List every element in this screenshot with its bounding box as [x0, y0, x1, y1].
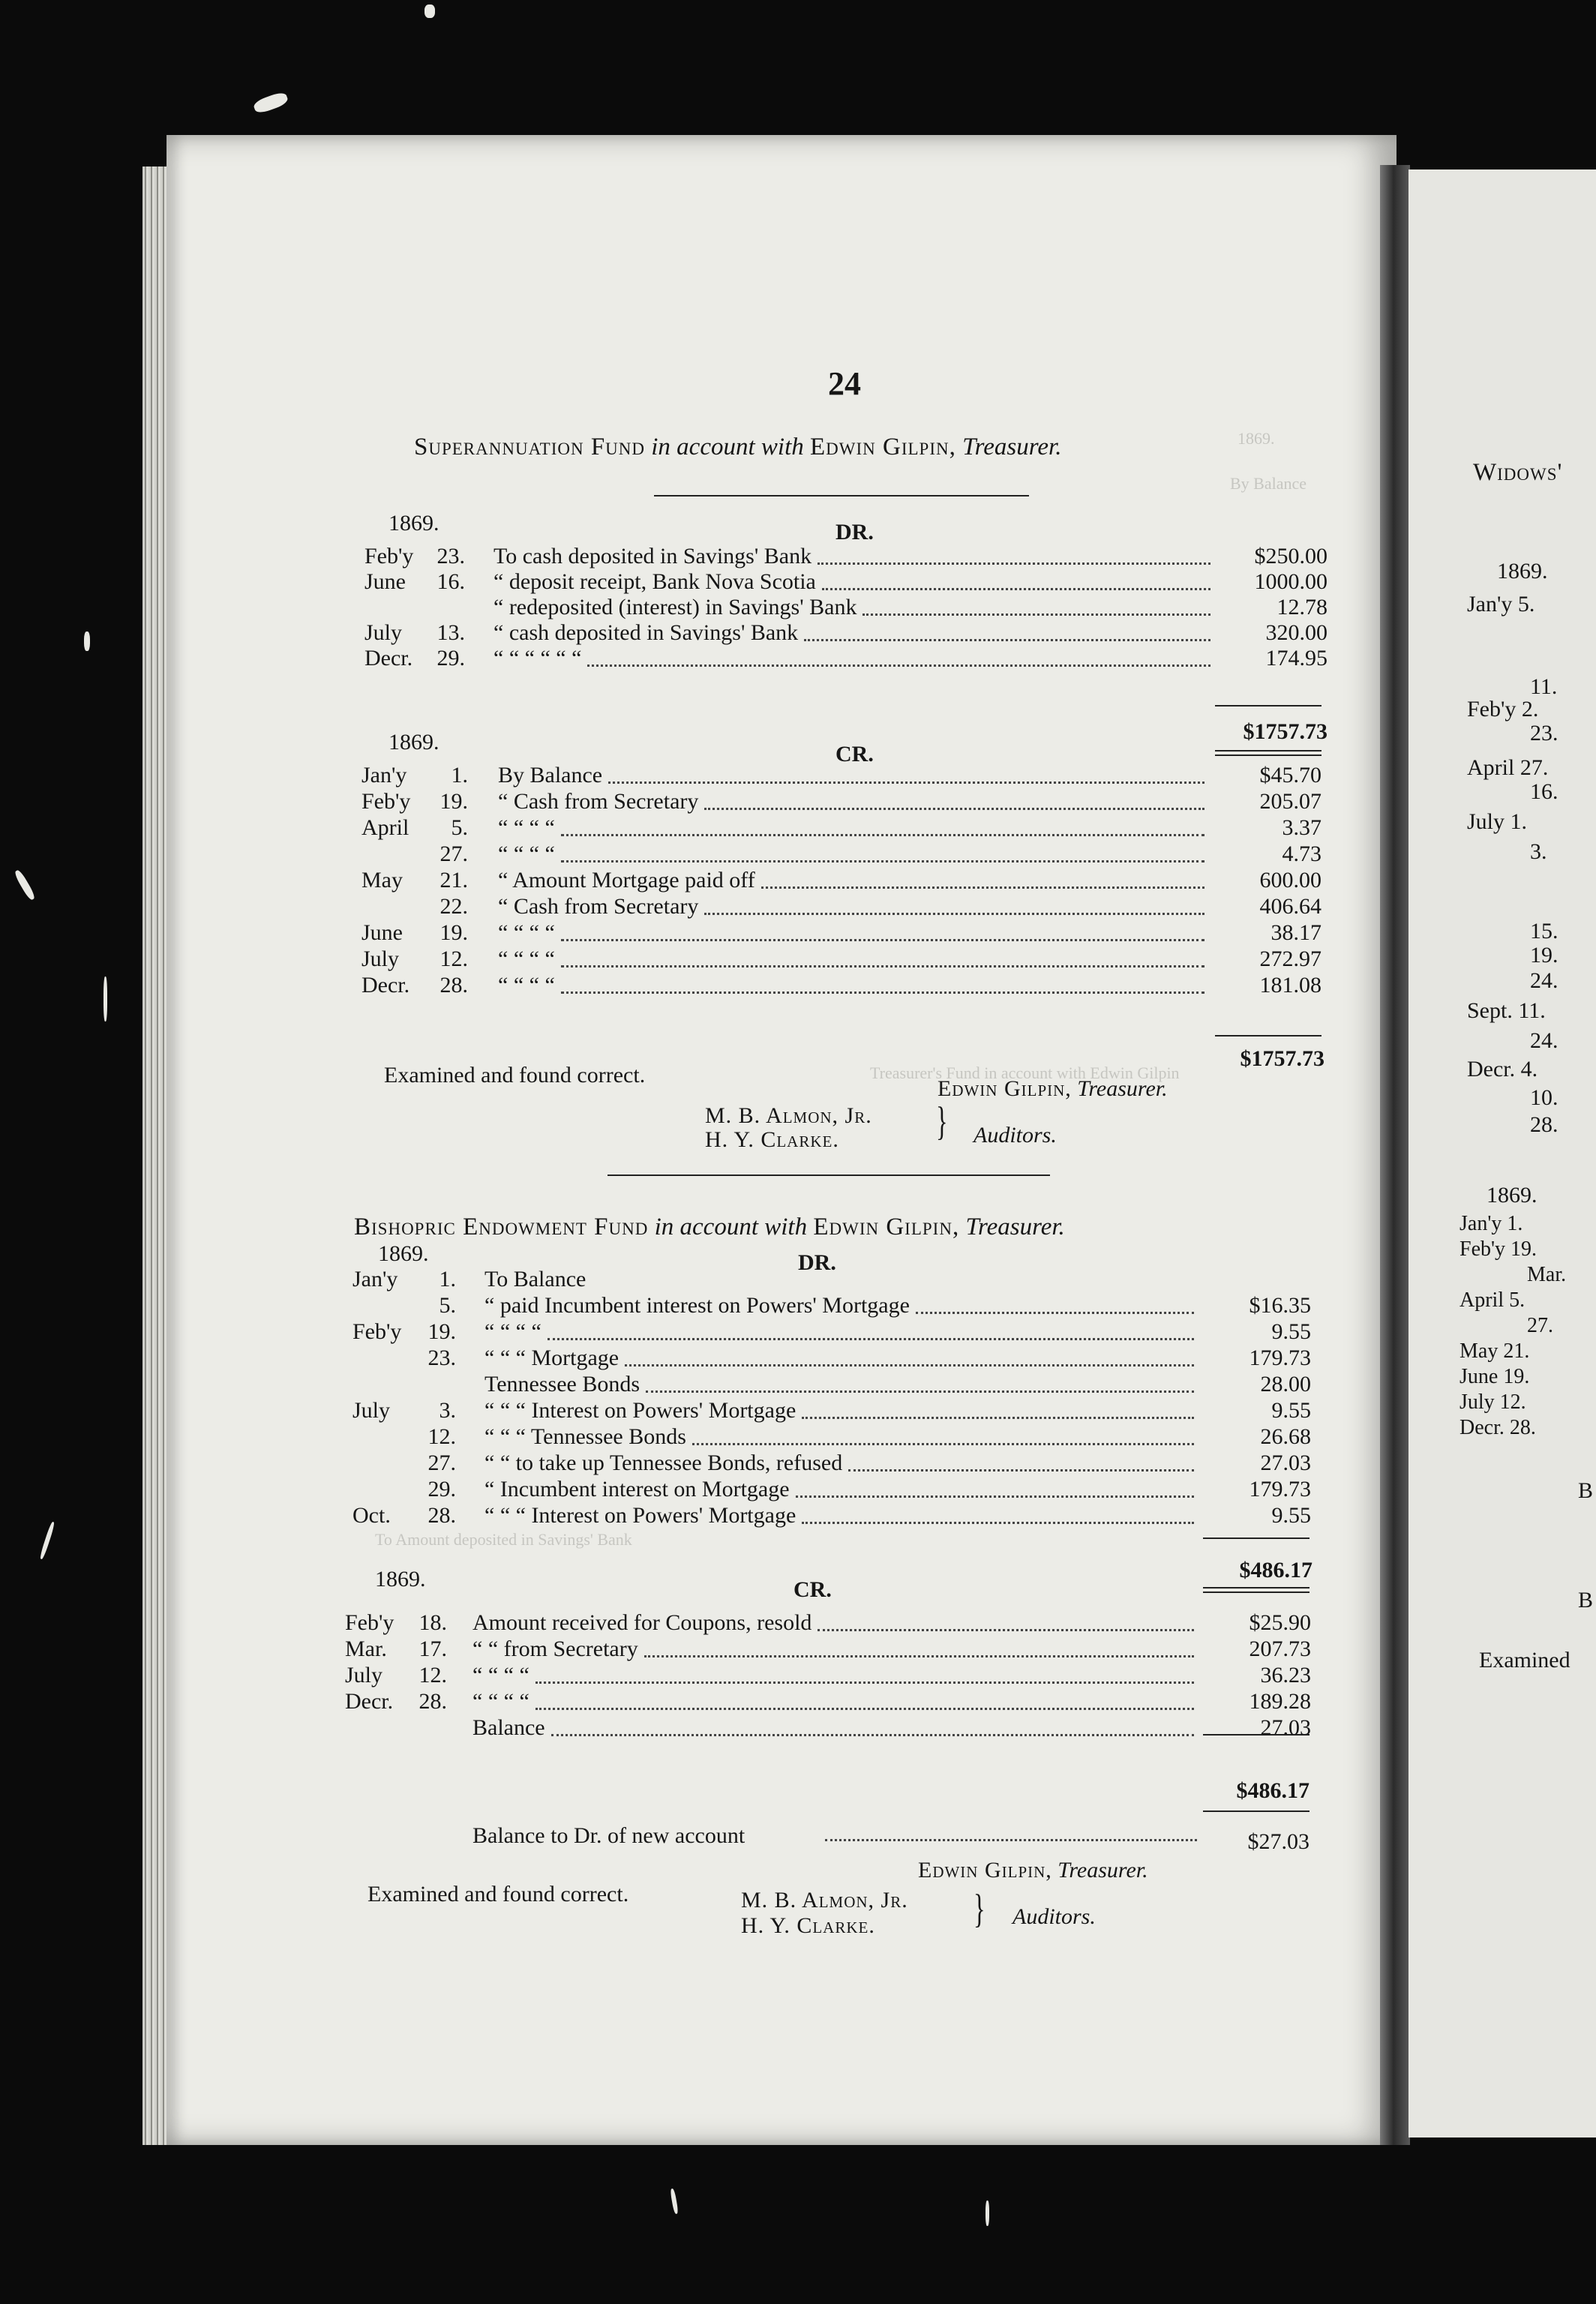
- dot-leader: [536, 1708, 1194, 1710]
- auditors-label: Auditors.: [974, 1123, 1057, 1148]
- dot-leader: [802, 1522, 1194, 1524]
- entry-description: By Balance: [498, 763, 603, 788]
- brace-symbol: }: [974, 1886, 986, 1931]
- dot-leader: [625, 1364, 1194, 1366]
- treasurer-role: Treasurer.: [1058, 1858, 1148, 1882]
- entry-amount: 174.95: [1265, 646, 1328, 670]
- entry-description: “ “ “ “: [498, 842, 555, 866]
- dot-leader: [916, 1312, 1194, 1314]
- fund-name: Superannuation Fund: [414, 434, 646, 460]
- balance-line: Balance to Dr. of new account: [472, 1823, 746, 1848]
- fund-heading: [354, 1214, 1065, 1241]
- dr-label: DR.: [798, 1250, 836, 1275]
- entry-amount: 207.73: [1249, 1636, 1311, 1661]
- entry-day: 12.: [418, 1663, 447, 1688]
- right-entry-date: 11.: [1530, 674, 1558, 699]
- entry-month: Mar.: [345, 1636, 387, 1661]
- entry-description: Amount received for Coupons, resold: [472, 1610, 812, 1635]
- entry-description: “ “ “ “: [498, 815, 555, 840]
- right-entry-date: Feb'y 19.: [1460, 1238, 1538, 1261]
- entry-month: Jan'y: [362, 763, 407, 788]
- entry-day: 5.: [451, 815, 468, 840]
- treasurer-role: Treasurer.: [965, 1214, 1065, 1240]
- entry-day: 23.: [436, 544, 465, 568]
- right-entry-date: June 19.: [1460, 1365, 1530, 1388]
- entry-amount: 1000.00: [1254, 569, 1328, 594]
- total-rule: [1203, 1538, 1310, 1539]
- entry-description: “ “ “ Tennessee Bonds: [484, 1424, 686, 1449]
- entry-description: “ “ to take up Tennessee Bonds, refused: [484, 1450, 843, 1475]
- entry-amount: 38.17: [1270, 920, 1322, 945]
- entry-day: 12.: [440, 946, 468, 971]
- treasurer-signature: [938, 1077, 1168, 1101]
- entry-amount: 3.37: [1282, 815, 1322, 840]
- background-speck: [252, 91, 289, 116]
- entry-day: 19.: [440, 920, 468, 945]
- entry-day: 28.: [440, 973, 468, 998]
- auditor-2: H. Y. Clarke.: [705, 1127, 839, 1152]
- show-through-text: 1869.: [1238, 429, 1275, 448]
- right-entry-date: 27.: [1527, 1314, 1553, 1337]
- treasurer-role: Treasurer.: [962, 434, 1062, 460]
- entry-description: “ “ “ “: [484, 1319, 542, 1344]
- right-entry-date: 28.: [1530, 1112, 1558, 1137]
- right-page-letter: B: [1578, 1478, 1594, 1503]
- entry-day: 22.: [440, 894, 468, 919]
- entry-day: 1.: [439, 1267, 456, 1292]
- page-number: 24: [828, 365, 861, 402]
- dr-total: $1757.73: [1243, 719, 1328, 744]
- right-entry-date: Mar.: [1527, 1263, 1567, 1286]
- right-entry-date: 23.: [1530, 721, 1558, 746]
- dot-leader: [822, 588, 1210, 590]
- right-entry-date: Decr. 4.: [1467, 1057, 1538, 1082]
- entry-description: Balance: [472, 1715, 545, 1740]
- dot-leader: [561, 860, 1204, 862]
- entry-month: July: [364, 620, 403, 645]
- right-examined: Examined: [1479, 1648, 1570, 1672]
- dot-leader: [561, 965, 1204, 968]
- auditor-2: H. Y. Clarke.: [741, 1913, 875, 1938]
- dot-leader: [704, 808, 1204, 810]
- entry-amount: 28.00: [1260, 1372, 1311, 1396]
- total-rule: [1215, 1035, 1322, 1036]
- entry-description: “ paid Incumbent interest on Powers' Mortgage: [484, 1293, 910, 1318]
- examined-text: Examined and found correct.: [368, 1882, 629, 1906]
- entry-month: July: [352, 1398, 391, 1423]
- entry-description: “ “ “ “: [472, 1689, 530, 1714]
- background-speck: [986, 2200, 989, 2226]
- fund-heading: [414, 434, 1061, 461]
- right-entry-date: Sept. 11.: [1467, 998, 1546, 1023]
- dr-year: 1869.: [378, 1241, 429, 1266]
- right-entry-date: 10.: [1530, 1085, 1558, 1110]
- entry-day: 13.: [436, 620, 465, 645]
- entry-day: 1.: [451, 763, 468, 788]
- entry-amount: 189.28: [1249, 1689, 1311, 1714]
- entry-amount: 272.97: [1259, 946, 1322, 971]
- dot-leader: [796, 1496, 1194, 1498]
- entry-day: 16.: [436, 569, 465, 594]
- entry-day: 23.: [428, 1346, 456, 1370]
- entry-description: “ “ “ Mortgage: [484, 1346, 620, 1370]
- entry-amount: 26.68: [1260, 1424, 1311, 1449]
- auditor-1: M. B. Almon, Jr.: [705, 1103, 872, 1128]
- dr-label: DR.: [836, 520, 874, 544]
- entry-amount: 205.07: [1259, 789, 1322, 814]
- entry-description: “ Incumbent interest on Mortgage: [484, 1477, 790, 1502]
- entry-amount: 27.03: [1260, 1450, 1311, 1475]
- dot-leader: [551, 1734, 1194, 1736]
- right-entry-date: 24.: [1530, 968, 1558, 993]
- cr-label: CR.: [836, 742, 874, 766]
- cr-year: 1869.: [375, 1567, 426, 1592]
- cr-total: $486.17: [1236, 1778, 1310, 1803]
- entry-month: Jan'y: [352, 1267, 398, 1292]
- heading-rule: [654, 495, 1029, 496]
- auditor-1: M. B. Almon, Jr.: [741, 1888, 908, 1912]
- entry-month: Feb'y: [364, 544, 414, 568]
- entry-description: “ “ “ Interest on Powers' Mortgage: [484, 1503, 796, 1528]
- cr-year: 1869.: [388, 730, 440, 754]
- total-rule: [1203, 1810, 1310, 1812]
- entry-amount: 600.00: [1259, 868, 1322, 892]
- entry-month: April: [362, 815, 410, 840]
- dot-leader: [802, 1417, 1194, 1419]
- background-speck: [104, 976, 107, 1022]
- right-entry-date: 15.: [1530, 919, 1558, 944]
- background-speck: [14, 868, 37, 901]
- brace-symbol: }: [936, 1099, 948, 1144]
- entry-day: 17.: [418, 1636, 447, 1661]
- entry-amount: $16.35: [1249, 1293, 1311, 1318]
- entry-amount: $250.00: [1254, 544, 1328, 568]
- entry-month: Oct.: [352, 1503, 391, 1528]
- balance-amount: $27.03: [1247, 1829, 1310, 1854]
- entry-description: To Balance: [484, 1267, 586, 1292]
- right-entry-date: 3.: [1530, 839, 1547, 864]
- entry-description: “ redeposited (interest) in Savings' Bank: [494, 595, 857, 620]
- entry-amount: $25.90: [1249, 1610, 1311, 1635]
- background-speck: [84, 632, 90, 651]
- entry-month: Feb'y: [345, 1610, 394, 1635]
- entry-month: Decr.: [362, 973, 410, 998]
- dot-leader: [561, 992, 1204, 994]
- book-gutter: [1380, 165, 1410, 2145]
- dot-leader: [825, 1839, 1197, 1841]
- treasurer-name: Edwin Gilpin,: [918, 1858, 1052, 1882]
- entry-description: “ “ “ “: [498, 920, 555, 945]
- entry-description: “ Cash from Secretary: [498, 894, 699, 919]
- show-through-text: By Balance: [1230, 474, 1307, 493]
- entry-amount: 179.73: [1249, 1477, 1311, 1502]
- entry-day: 27.: [428, 1450, 456, 1475]
- entry-description: “ “ “ Interest on Powers' Mortgage: [484, 1398, 796, 1423]
- entry-amount: 320.00: [1265, 620, 1328, 645]
- entry-day: 19.: [428, 1319, 456, 1344]
- treasurer-role: Treasurer.: [1077, 1076, 1168, 1101]
- entry-amount: 12.78: [1276, 595, 1328, 620]
- right-page-heading: Widows': [1473, 459, 1563, 486]
- dot-leader: [818, 1629, 1194, 1631]
- right-entry-date: 24.: [1530, 1028, 1558, 1053]
- dot-leader: [536, 1682, 1194, 1684]
- entry-day: 12.: [428, 1424, 456, 1449]
- entry-day: 29.: [436, 646, 465, 670]
- total-rule: [1215, 754, 1322, 756]
- show-through-text: Treasurer's Fund in account with Edwin Gilpin: [870, 1064, 1180, 1082]
- entry-description: “ “ from Secretary: [472, 1636, 638, 1661]
- right-entry-date: April 5.: [1460, 1288, 1526, 1312]
- right-entry-date: 16.: [1530, 779, 1558, 804]
- right-page-letter: B: [1578, 1588, 1594, 1612]
- entry-day: 21.: [440, 868, 468, 892]
- right-entry-date: Feb'y 2.: [1467, 697, 1539, 722]
- total-rule: [1203, 1587, 1310, 1588]
- entry-amount: $45.70: [1259, 763, 1322, 788]
- entry-description: “ deposit receipt, Bank Nova Scotia: [494, 569, 816, 594]
- entry-amount: 9.55: [1271, 1398, 1311, 1423]
- total-rule: [1215, 750, 1322, 752]
- dot-leader: [692, 1443, 1194, 1445]
- entry-month: Feb'y: [362, 789, 411, 814]
- entry-month: Feb'y: [352, 1319, 402, 1344]
- fund-name: Bishopric Endowment Fund: [354, 1214, 649, 1240]
- entry-amount: 181.08: [1259, 973, 1322, 998]
- entry-month: Decr.: [364, 646, 413, 670]
- total-rule: [1203, 1592, 1310, 1593]
- dot-leader: [587, 664, 1210, 667]
- entry-day: 27.: [440, 842, 468, 866]
- entry-amount: 406.64: [1259, 894, 1322, 919]
- show-through-text: To Amount deposited in Savings' Bank: [375, 1530, 632, 1549]
- entry-month: July: [345, 1663, 383, 1688]
- entry-month: June: [364, 569, 406, 594]
- dot-leader: [862, 614, 1210, 616]
- entry-description: “ cash deposited in Savings' Bank: [494, 620, 799, 645]
- dot-leader: [608, 782, 1204, 784]
- entry-description: Tennessee Bonds: [484, 1372, 640, 1396]
- dr-year: 1869.: [388, 511, 440, 536]
- entry-day: 5.: [439, 1293, 456, 1318]
- right-entry-date: April 27.: [1467, 755, 1549, 780]
- entry-day: 28.: [418, 1689, 447, 1714]
- dot-leader: [561, 834, 1204, 836]
- total-rule: [1215, 705, 1322, 706]
- in-account-with: in account with: [651, 434, 804, 460]
- entry-description: “ “ “ “: [498, 946, 555, 971]
- entry-day: 18.: [418, 1610, 447, 1635]
- right-entry-date: May 21.: [1460, 1340, 1530, 1363]
- right-entry-date: Jan'y 5.: [1467, 592, 1535, 616]
- entry-month: June: [362, 920, 403, 945]
- entry-month: July: [362, 946, 400, 971]
- right-year: 1869.: [1497, 559, 1548, 584]
- right-entry-date: July 12.: [1460, 1390, 1526, 1414]
- background-speck: [670, 2188, 679, 2215]
- in-account-with: in account with: [654, 1214, 808, 1240]
- treasurer-name: Edwin Gilpin,: [810, 434, 956, 460]
- entry-description: “ “ “ “: [498, 973, 555, 998]
- dr-total: $486.17: [1239, 1558, 1312, 1582]
- treasurer-name: Edwin Gilpin,: [938, 1076, 1072, 1101]
- right-entry-date: 19.: [1530, 943, 1558, 968]
- dot-leader: [644, 1655, 1194, 1658]
- section-rule: [608, 1174, 1050, 1176]
- dot-leader: [704, 913, 1204, 915]
- entry-amount: 9.55: [1271, 1319, 1311, 1344]
- auditors-label: Auditors.: [1012, 1904, 1096, 1929]
- examined-text: Examined and found correct.: [384, 1063, 646, 1088]
- cr-label: CR.: [794, 1577, 832, 1602]
- dot-leader: [548, 1338, 1194, 1340]
- right-entry-date: July 1.: [1467, 809, 1528, 834]
- entry-amount: 9.55: [1271, 1503, 1311, 1528]
- entry-description: “ Cash from Secretary: [498, 789, 699, 814]
- cr-total: $1757.73: [1240, 1046, 1324, 1071]
- entry-amount: 179.73: [1249, 1346, 1311, 1370]
- dot-leader: [561, 939, 1204, 941]
- dot-leader: [818, 562, 1210, 565]
- entry-amount: 4.73: [1282, 842, 1322, 866]
- background-speck: [39, 1521, 56, 1559]
- dot-leader: [804, 639, 1210, 641]
- total-rule: [1203, 1734, 1310, 1736]
- entry-description: “ “ “ “: [472, 1663, 530, 1688]
- entry-description: “ Amount Mortgage paid off: [498, 868, 755, 892]
- right-year: 1869.: [1486, 1183, 1538, 1208]
- treasurer-name: Edwin Gilpin,: [813, 1214, 960, 1240]
- dot-leader: [761, 886, 1204, 889]
- dot-leader: [848, 1469, 1194, 1472]
- entry-day: 19.: [440, 789, 468, 814]
- entry-month: Decr.: [345, 1689, 394, 1714]
- entry-day: 3.: [439, 1398, 456, 1423]
- entry-day: 29.: [428, 1477, 456, 1502]
- entry-day: 28.: [428, 1503, 456, 1528]
- right-entry-date: Jan'y 1.: [1460, 1212, 1523, 1235]
- entry-description: “ “ “ “ “ “: [494, 646, 582, 670]
- entry-amount: 27.03: [1260, 1715, 1311, 1740]
- right-entry-date: Decr. 28.: [1460, 1416, 1536, 1439]
- background-speck: [424, 4, 435, 18]
- treasurer-signature: [918, 1858, 1148, 1882]
- entry-month: May: [362, 868, 403, 892]
- entry-description: To cash deposited in Savings' Bank: [494, 544, 812, 568]
- entry-amount: 36.23: [1260, 1663, 1311, 1688]
- dot-leader: [646, 1390, 1194, 1393]
